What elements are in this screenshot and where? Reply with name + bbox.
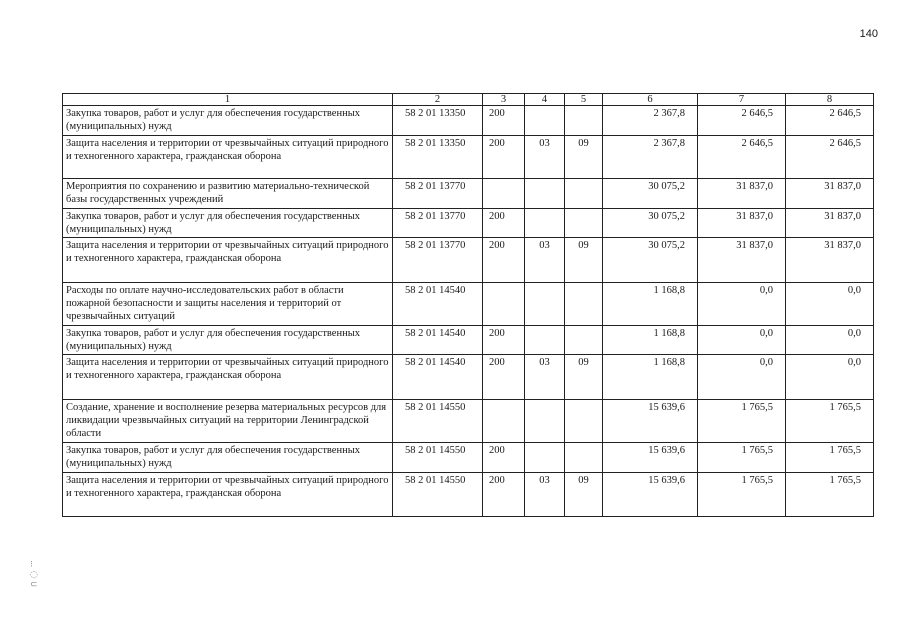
table-header-row	[63, 94, 874, 106]
cell-description: Создание, хранение и восполнение резерва материальных ресурсов для ликвидации чрезвычайных ситуаций на территории Ленинградской области	[63, 400, 393, 443]
cell-expense-type: 200	[483, 209, 525, 238]
cell-description: Мероприятия по сохранению и развитию материально-технической базы государственных учреждений	[63, 179, 393, 209]
cell-expense-type: 200	[483, 326, 525, 355]
cell-section	[525, 400, 565, 443]
cell-amount-col6: 30 075,2	[603, 238, 698, 283]
cell-amount-col8: 2 646,5	[786, 106, 874, 136]
cell-section	[525, 326, 565, 355]
cell-target-code: 58 2 01 13770	[393, 238, 483, 283]
cell-section	[525, 443, 565, 473]
cell-subsection	[565, 326, 603, 355]
cell-amount-col8: 0,0	[786, 283, 874, 326]
header-cell-5: 5	[565, 94, 603, 106]
cell-section	[525, 106, 565, 136]
cell-section: 03	[525, 238, 565, 283]
cell-subsection	[565, 283, 603, 326]
cell-amount-col8: 1 765,5	[786, 443, 874, 473]
cell-amount-col8: 31 837,0	[786, 179, 874, 209]
cell-description: Закупка товаров, работ и услуг для обеспечения государственных (муниципальных) нужд	[63, 326, 393, 355]
cell-amount-col6: 30 075,2	[603, 209, 698, 238]
cell-expense-type: 200	[483, 238, 525, 283]
cell-target-code: 58 2 01 13770	[393, 209, 483, 238]
table-row	[63, 443, 874, 473]
table-row	[63, 136, 874, 179]
cell-subsection: 09	[565, 238, 603, 283]
cell-subsection	[565, 209, 603, 238]
cell-subsection	[565, 179, 603, 209]
cell-amount-col8: 0,0	[786, 326, 874, 355]
cell-expense-type: 200	[483, 473, 525, 517]
cell-amount-col7: 31 837,0	[698, 209, 786, 238]
cell-amount-col6: 1 168,8	[603, 326, 698, 355]
cell-expense-type: 200	[483, 355, 525, 400]
cell-amount-col7: 31 837,0	[698, 238, 786, 283]
table-row	[63, 106, 874, 136]
cell-amount-col7: 0,0	[698, 283, 786, 326]
cell-amount-col6: 30 075,2	[603, 179, 698, 209]
header-cell-1: 1	[63, 94, 393, 106]
table-row	[63, 400, 874, 443]
cell-section: 03	[525, 136, 565, 179]
cell-amount-col7: 0,0	[698, 355, 786, 400]
header-cell-4: 4	[525, 94, 565, 106]
header-cell-3: 3	[483, 94, 525, 106]
cell-amount-col7: 2 646,5	[698, 106, 786, 136]
cell-description: Защита населения и территории от чрезвычайных ситуаций природного и техногенного характера, гражданская оборона	[63, 238, 393, 283]
cell-amount-col8: 31 837,0	[786, 238, 874, 283]
cell-amount-col7: 1 765,5	[698, 400, 786, 443]
cell-amount-col6: 1 168,8	[603, 283, 698, 326]
cell-subsection	[565, 443, 603, 473]
cell-description: Защита населения и территории от чрезвычайных ситуаций природного и техногенного характера, гражданская оборона	[63, 473, 393, 517]
table-row	[63, 473, 874, 517]
cell-section	[525, 283, 565, 326]
table-body	[63, 106, 874, 517]
cell-amount-col8: 0,0	[786, 355, 874, 400]
cell-section	[525, 179, 565, 209]
cell-section	[525, 209, 565, 238]
cell-amount-col6: 15 639,6	[603, 443, 698, 473]
cell-expense-type	[483, 179, 525, 209]
header-cell-8: 8	[786, 94, 874, 106]
header-cell-7: 7	[698, 94, 786, 106]
cell-subsection: 09	[565, 355, 603, 400]
cell-expense-type: 200	[483, 443, 525, 473]
cell-target-code: 58 2 01 13770	[393, 179, 483, 209]
cell-amount-col8: 31 837,0	[786, 209, 874, 238]
cell-section: 03	[525, 355, 565, 400]
cell-expense-type: 200	[483, 136, 525, 179]
table-row	[63, 283, 874, 326]
cell-section: 03	[525, 473, 565, 517]
cell-target-code: 58 2 01 13350	[393, 136, 483, 179]
cell-subsection: 09	[565, 136, 603, 179]
header-cell-2: 2	[393, 94, 483, 106]
table-row	[63, 179, 874, 209]
cell-target-code: 58 2 01 14550	[393, 473, 483, 517]
cell-amount-col7: 2 646,5	[698, 136, 786, 179]
cell-target-code: 58 2 01 13350	[393, 106, 483, 136]
cell-subsection	[565, 400, 603, 443]
cell-target-code: 58 2 01 14550	[393, 443, 483, 473]
budget-table	[62, 93, 874, 517]
margin-scan-marks: ⁝ ◌ ⊂	[30, 560, 38, 590]
cell-target-code: 58 2 01 14540	[393, 355, 483, 400]
cell-amount-col8: 1 765,5	[786, 473, 874, 517]
cell-description: Защита населения и территории от чрезвычайных ситуаций природного и техногенного характера, гражданская оборона	[63, 136, 393, 179]
cell-description: Закупка товаров, работ и услуг для обеспечения государственных (муниципальных) нужд	[63, 209, 393, 238]
cell-amount-col8: 1 765,5	[786, 400, 874, 443]
cell-amount-col7: 1 765,5	[698, 443, 786, 473]
cell-amount-col6: 1 168,8	[603, 355, 698, 400]
cell-description: Закупка товаров, работ и услуг для обеспечения государственных (муниципальных) нужд	[63, 106, 393, 136]
cell-amount-col7: 0,0	[698, 326, 786, 355]
cell-amount-col6: 15 639,6	[603, 400, 698, 443]
cell-target-code: 58 2 01 14540	[393, 326, 483, 355]
cell-expense-type	[483, 283, 525, 326]
page-number: 140	[859, 28, 878, 40]
cell-amount-col7: 1 765,5	[698, 473, 786, 517]
table-row	[63, 238, 874, 283]
cell-target-code: 58 2 01 14550	[393, 400, 483, 443]
header-cell-6: 6	[603, 94, 698, 106]
table-row	[63, 326, 874, 355]
cell-description: Защита населения и территории от чрезвычайных ситуаций природного и техногенного характера, гражданская оборона	[63, 355, 393, 400]
cell-expense-type	[483, 400, 525, 443]
cell-target-code: 58 2 01 14540	[393, 283, 483, 326]
cell-amount-col6: 15 639,6	[603, 473, 698, 517]
cell-amount-col8: 2 646,5	[786, 136, 874, 179]
cell-subsection: 09	[565, 473, 603, 517]
cell-amount-col6: 2 367,8	[603, 136, 698, 179]
cell-description: Расходы по оплате научно-исследовательских работ в области пожарной безопасности и защиты населения и территорий от чрезвычайных ситуаций	[63, 283, 393, 326]
cell-amount-col6: 2 367,8	[603, 106, 698, 136]
table-row	[63, 355, 874, 400]
cell-expense-type: 200	[483, 106, 525, 136]
table-row	[63, 209, 874, 238]
cell-amount-col7: 31 837,0	[698, 179, 786, 209]
cell-description: Закупка товаров, работ и услуг для обеспечения государственных (муниципальных) нужд	[63, 443, 393, 473]
cell-subsection	[565, 106, 603, 136]
